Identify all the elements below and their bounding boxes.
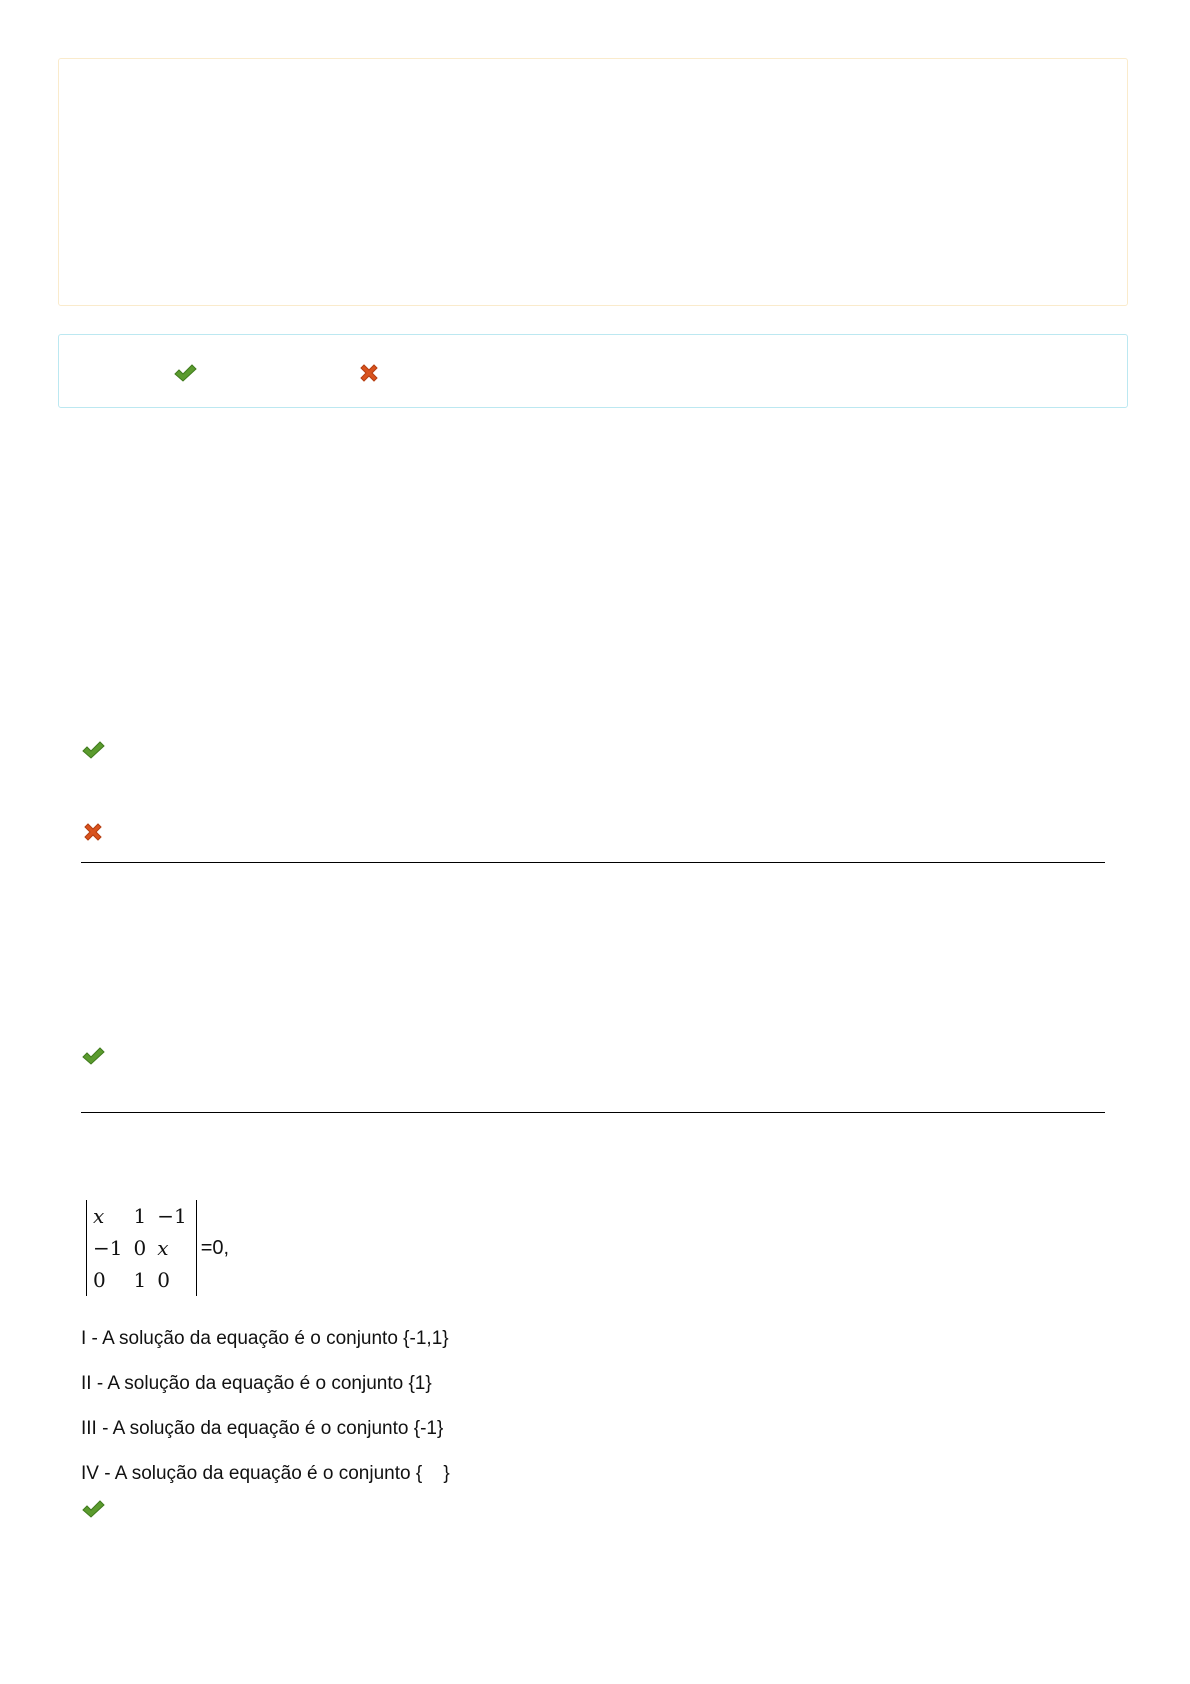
statement-3: III - A solução da equação é o conjunto {-1} bbox=[81, 1418, 444, 1439]
matrix-cell: 1 bbox=[133, 1204, 147, 1228]
determinant-matrix bbox=[86, 1200, 197, 1296]
check-icon bbox=[173, 361, 197, 385]
statement-1: I - A solução da equação é o conjunto {-1,1} bbox=[81, 1328, 449, 1349]
cross-icon bbox=[81, 820, 105, 844]
matrix-cell: 1 bbox=[133, 1268, 147, 1292]
warning-panel bbox=[58, 58, 1128, 306]
statement-2: II - A solução da equação é o conjunto {1} bbox=[81, 1373, 432, 1394]
divider bbox=[81, 1112, 1105, 1113]
matrix-cell: −1 bbox=[93, 1236, 123, 1260]
matrix-row bbox=[89, 1232, 194, 1264]
matrix-cell: 0 bbox=[133, 1236, 147, 1260]
matrix-cell: −1 bbox=[157, 1204, 187, 1228]
check-icon bbox=[81, 738, 105, 762]
statement-4: IV - A solução da equação é o conjunto { } bbox=[81, 1463, 450, 1484]
check-icon bbox=[81, 1044, 105, 1068]
info-panel bbox=[58, 334, 1128, 408]
matrix-cell: 0 bbox=[93, 1268, 106, 1292]
matrix-cell: 0 bbox=[157, 1268, 170, 1292]
matrix-row bbox=[89, 1264, 194, 1296]
matrix-cell: x bbox=[157, 1236, 169, 1260]
cross-icon bbox=[357, 361, 381, 385]
divider bbox=[81, 862, 1105, 863]
matrix-row bbox=[89, 1200, 194, 1232]
check-icon bbox=[81, 1497, 105, 1521]
matrix-cell: x bbox=[93, 1204, 105, 1228]
determinant-equation bbox=[86, 1200, 229, 1296]
equation-rhs: =0, bbox=[200, 1236, 230, 1259]
